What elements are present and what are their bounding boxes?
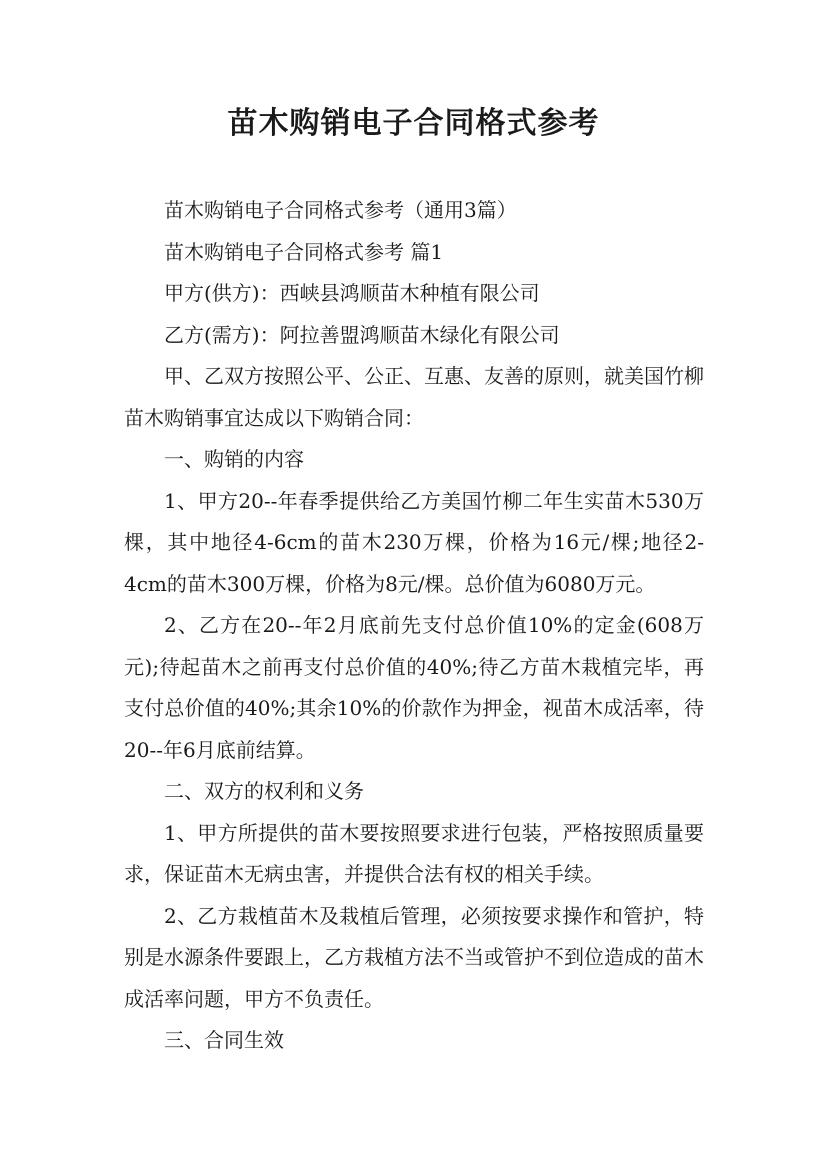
paragraph-clause-1-2: 2、乙方在20--年2月底前先支付总价值10%的定金(608万元);待起苗木之前再支付总价值的40%;待乙方苗木栽植完毕，再支付总价值的40%;其余10%的价款作为押金，视苗木成活率，待20--年6月底前结算。: [124, 613, 704, 762]
paragraph-party-b: 乙方(需方)：阿拉善盟鸿顺苗木绿化有限公司: [164, 322, 560, 347]
paragraph-heading-2: 二、双方的权利和义务: [164, 779, 364, 803]
paragraph-clause-2-1: 1、甲方所提供的苗木要按照要求进行包装，严格按照质量要求，保证苗木无病虫害，并提供合法有权的相关手续。: [124, 820, 704, 886]
paragraph-party-a: 甲方(供方)：西峡县鸿顺苗木种植有限公司: [164, 281, 540, 305]
document-title: 苗木购销电子合同格式参考: [227, 106, 600, 141]
paragraph-preamble: 甲、乙双方按照公平、公正、互惠、友善的原则，就美国竹柳苗木购销事宜达成以下购销合同：: [124, 364, 704, 430]
paragraph-heading-3: 三、合同生效: [164, 1028, 284, 1052]
paragraph-clause-2-2: 2、乙方栽植苗木及栽植后管理，必须按要求操作和管护，特别是水源条件要跟上，乙方栽植方法不当或管护不到位造成的苗木成活率问题，甲方不负责任。: [124, 903, 704, 1011]
document-body: [124, 190, 704, 1062]
paragraph-clause-1-1: 1、甲方20--年春季提供给乙方美国竹柳二年生实苗木530万棵，其中地径4-6cm的苗木230万棵，价格为16元/棵;地径2-4cm的苗木300万棵，价格为8元/棵。总价值为6080万元。: [124, 488, 704, 596]
paragraph-section-heading: 苗木购销电子合同格式参考 篇1: [164, 239, 444, 264]
paragraph-heading-1: 一、购销的内容: [164, 447, 304, 471]
paragraph-subtitle: 苗木购销电子合同格式参考（通用3篇）: [164, 198, 517, 222]
